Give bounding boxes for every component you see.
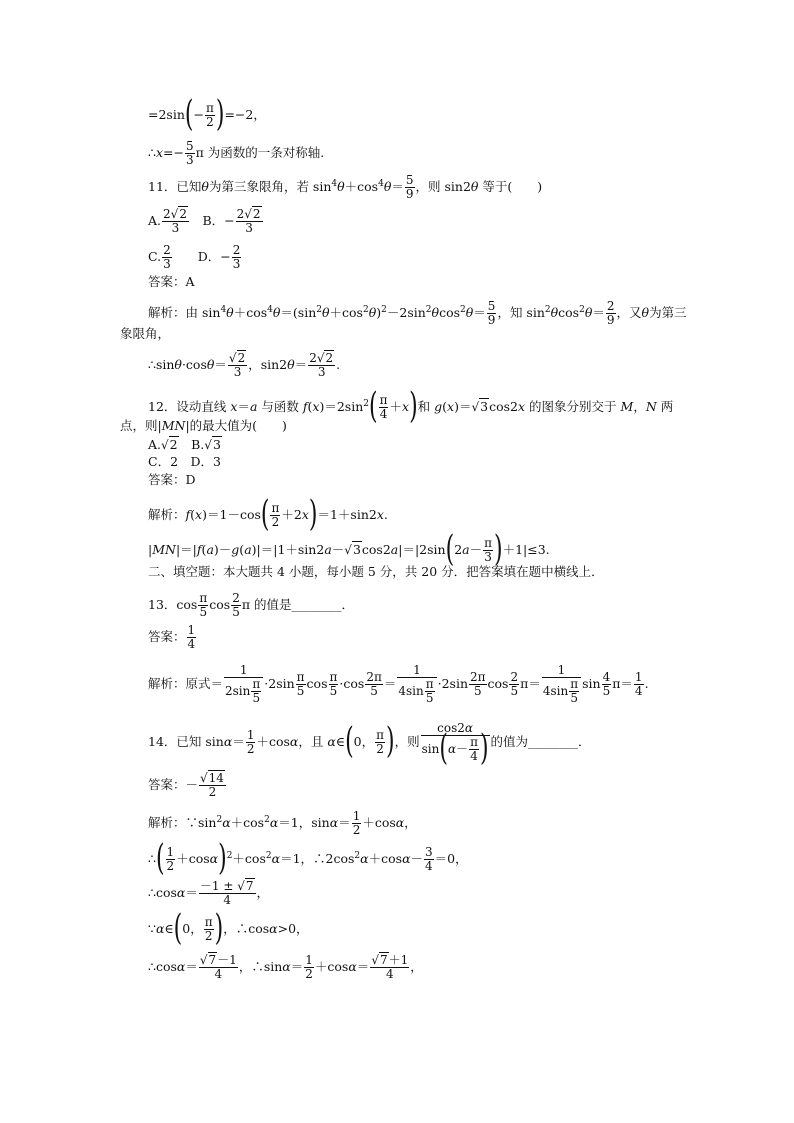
- answer-14: 答案：－ $\frac{√14}{2}$: [148, 771, 224, 799]
- solution-11-line-2: 象限角，: [120, 326, 171, 341]
- question-11-options-ab: A. $\frac{2√2}{3}$ B．− $\frac{2√2}{3}$: [148, 207, 261, 235]
- solution-11-line-1: 解析：由 $\sin^4\theta+\cos^4\theta=(\sin^2\theta+\cos^2\theta)^2-2\sin^2\theta\cos^2\theta=$ $\frac{5}{9}$ ，知 $\sin^2\theta\cos^2\theta=$ $\frac{2}{9}$ ，又θ为第三: [148, 299, 687, 327]
- question-13: 13．cos $\frac{\pi}{5}$ cos $\frac{2}{5}$ π 的值是________．: [148, 591, 355, 619]
- question-12-line-2: 点，则|MN|的最大值为( ): [120, 418, 287, 433]
- solution-14-line-5: ∴cosα＝ $\frac{√7-1}{4}$ ，∴sinα＝ $\frac{1}{2}$ ＋cosα＝ $\frac{√7+1}{4}$ ，: [148, 953, 423, 981]
- section-2-heading: 二、填空题：本大题共 4 小题，每小题 5 分，共 20 分．把答案填在题中横线上．: [148, 564, 604, 579]
- solution-line-2: ∴x=− $\frac{5}{3}$ π 为函数的一条对称轴.: [148, 139, 325, 167]
- solution-12-line-2: |MN|＝|f(a)－g(a)|＝|1＋sin2a－√3cos2a|＝|2sin(2a－ $\frac{\pi}{3}$ )＋1|≤3.: [148, 529, 550, 570]
- question-14: 14．已知 sinα＝ $\frac{1}{2}$ ＋cosα，且 α∈(0， $\frac{\pi}{2}$ )，则 cos2α sin(α－ $\frac{\pi}{4}$ ) 的值为________．: [148, 721, 591, 769]
- question-12-line-1: 12．设动直线 x＝a 与函数 $f(x)=2\sin^2$( $\frac{\pi}{4}$ ＋x)和 g(x)＝√3cos2x 的图象分别交于 M，N 两: [148, 386, 674, 427]
- question-11: 11．已知θ为第三象限角，若 $\sin^4\theta+\cos^4\theta=$ $\frac{5}{9}$ ，则 sin2θ 等于( ): [148, 173, 543, 201]
- solution-11-line-3: ∴sinθ·cosθ＝ $\frac{√2}{3}$ ，sin2θ＝ $\frac{2√2}{3}$ .: [148, 351, 341, 379]
- solution-14-line-2: ∴( $\frac{1}{2}$ $+\cos\alpha)^2+\cos^2\alpha=1$，$\therefore 2\cos^2\alpha+\cos\alpha-$ $\frac{3}{4}$ ＝0，: [148, 838, 468, 879]
- solution-12-line-1: 解析：f(x)＝1－cos( $\frac{\pi}{2}$ ＋2x)＝1＋sin2x.: [148, 494, 388, 535]
- answer-11: 答案：A: [148, 274, 195, 289]
- solution-14-line-4: ∵α∈(0， $\frac{\pi}{2}$ )，∴cosα>0，: [148, 908, 309, 949]
- answer-13: 答案： $\frac{1}{4}$: [148, 623, 196, 651]
- solution-13: 解析：原式＝ 1 2sin $\frac{\pi}{5}$ ·2sin $\frac{\pi}{5}$ cos $\frac{\pi}{5}$ ·cos $\frac{2\pi}{5}$ ＝ 1 4sin $\frac{\pi}{5}$ ·2sin $\frac{2\pi}{5}$ cos $\frac{2}{5}$ π＝ 1 4sin $\frac{\pi}{5}$ sin $\frac{4}{5}$ π＝ $\frac{1}{4}$ .: [148, 663, 649, 705]
- solution-14-line-1: 解析：$\because\sin^2\alpha+\cos^2\alpha=1$，sinα＝ $\frac{1}{2}$ ＋cosα，: [148, 809, 417, 837]
- solution-line-1: =2sin(− $\frac{\pi}{2}$ )=−2，: [148, 94, 266, 135]
- question-11-options-cd: C. $\frac{2}{3}$ D．− $\frac{2}{3}$: [148, 243, 241, 271]
- solution-14-line-3: ∴cosα＝ $\frac{-1 \pm √7}{4}$ ，: [148, 879, 270, 907]
- question-12-options-cd: C．2 D．3: [148, 454, 221, 469]
- question-12-options-ab: A.√2 B.√3: [148, 437, 221, 452]
- answer-12: 答案：D: [148, 472, 196, 487]
